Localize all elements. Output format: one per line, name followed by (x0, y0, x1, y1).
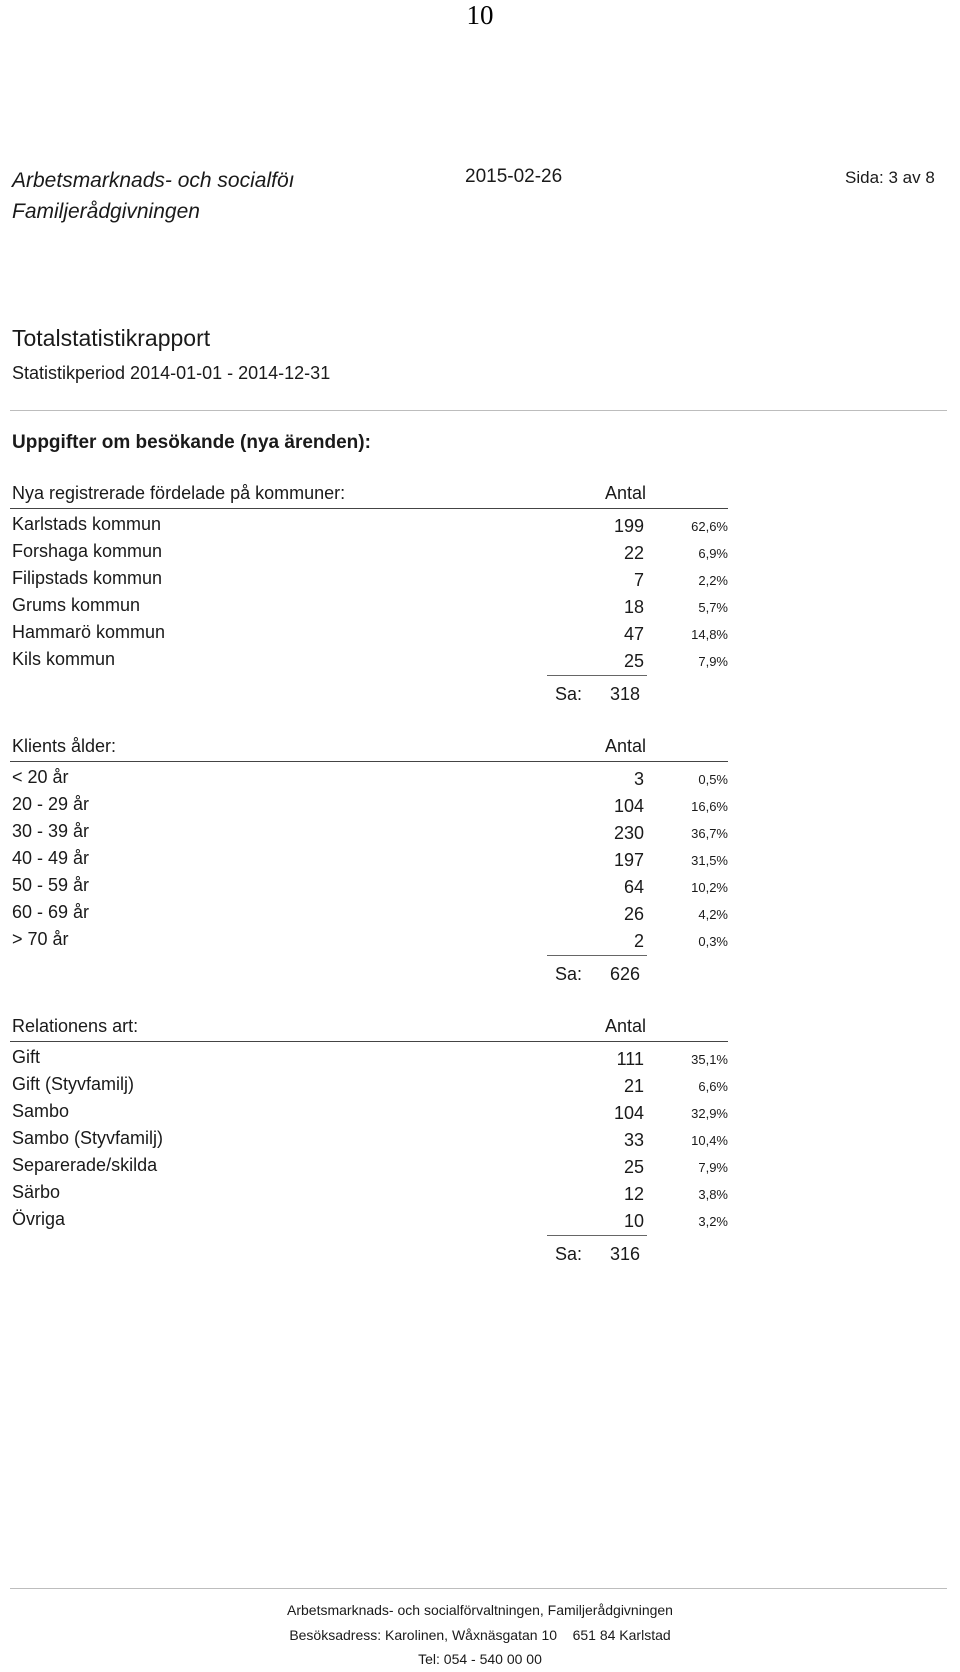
row-label: > 70 år (12, 929, 69, 949)
table-row (0, 1209, 960, 1236)
row-percent: 31,5% (691, 853, 728, 868)
sum-label: Sa: (555, 964, 583, 984)
footer-divider (10, 1588, 947, 1589)
table-row (0, 1101, 960, 1128)
row-value: 25 (623, 651, 644, 671)
sum-label: Sa: (555, 1244, 583, 1264)
table-row (0, 929, 960, 956)
sum-row (555, 684, 640, 705)
table-row (0, 595, 960, 622)
sum-value: 626 (609, 964, 640, 984)
page-info: Sida: 3 av 8 (845, 168, 935, 187)
row-value: 3 (633, 769, 644, 789)
row-percent: 3,2% (698, 1214, 728, 1229)
row-label: Sambo (Styvfamilj) (12, 1128, 164, 1148)
row-percent: 6,9% (698, 546, 728, 561)
row-percent: 16,6% (691, 799, 728, 814)
table-row (0, 875, 960, 902)
footer-phone: Tel: 054 - 540 00 00 (418, 1651, 542, 1667)
row-value: 104 (613, 1103, 644, 1123)
row-value: 21 (623, 1076, 644, 1096)
table-heading: Klients ålder: (12, 736, 117, 756)
row-value: 104 (613, 796, 644, 816)
row-value: 230 (613, 823, 644, 843)
row-value: 12 (623, 1184, 644, 1204)
table-row (0, 902, 960, 929)
org-line-2: Familjerådgivningen (12, 200, 200, 223)
sum-value: 316 (609, 1244, 640, 1264)
row-label: Hammarö kommun (12, 622, 166, 642)
row-percent: 4,2% (698, 907, 728, 922)
table-row (0, 1155, 960, 1182)
table-row (0, 1047, 960, 1074)
row-label: Sambo (12, 1101, 70, 1121)
table-row (0, 821, 960, 848)
row-label: Grums kommun (12, 595, 141, 615)
row-label: 50 - 59 år (12, 875, 90, 895)
row-label: Forshaga kommun (12, 541, 163, 561)
row-value: 33 (623, 1130, 644, 1150)
row-value: 7 (633, 570, 644, 590)
row-value: 47 (623, 624, 644, 644)
sum-row (555, 964, 640, 985)
row-percent: 2,2% (698, 573, 728, 588)
row-percent: 36,7% (691, 826, 728, 841)
row-label: Särbo (12, 1182, 61, 1202)
row-label: Gift (12, 1047, 41, 1067)
page-number: 10 (466, 0, 494, 30)
row-label: 40 - 49 år (12, 848, 90, 868)
row-label: 20 - 29 år (12, 794, 90, 814)
table-heading: Nya registrerade fördelade på kommuner: (12, 483, 346, 503)
row-percent: 10,2% (691, 880, 728, 895)
org-line-1: Arbetsmarknads- och socialföı (12, 169, 295, 192)
row-percent: 3,8% (698, 1187, 728, 1202)
sum-rule (547, 675, 647, 676)
sum-rule (547, 955, 647, 956)
table-heading: Relationens art: (12, 1016, 139, 1036)
footer-org: Arbetsmarknads- och socialförvaltningen, Familjerådgivningen (287, 1602, 673, 1618)
table-row (0, 541, 960, 568)
organization-name (12, 165, 294, 227)
row-label: Kils kommun (12, 649, 116, 669)
sum-row (555, 1244, 640, 1265)
header-rule (10, 1041, 728, 1042)
row-percent: 14,8% (691, 627, 728, 642)
row-percent: 7,9% (698, 654, 728, 669)
row-value: 2 (633, 931, 644, 951)
sum-label: Sa: (555, 684, 583, 704)
footer-postal: 651 84 Karlstad (572, 1627, 671, 1643)
sum-value: 318 (609, 684, 640, 704)
row-value: 26 (623, 904, 644, 924)
antal-header: Antal (605, 736, 647, 756)
row-label: Övriga (12, 1209, 66, 1229)
table-row (0, 1182, 960, 1209)
table-row (0, 848, 960, 875)
header-divider (10, 410, 947, 411)
table-row (0, 514, 960, 541)
footer-address: Besöksadress: Karolinen, Wåxnäsgatan 10 (289, 1627, 558, 1643)
row-value: 197 (613, 850, 644, 870)
row-percent: 32,9% (691, 1106, 728, 1121)
row-percent: 5,7% (698, 600, 728, 615)
row-value: 10 (623, 1211, 644, 1231)
report-date: 2015-02-26 (465, 166, 563, 187)
row-value: 25 (623, 1157, 644, 1177)
statistics-period: Statistikperiod 2014-01-01 - 2014-12-31 (12, 363, 331, 383)
row-label: Karlstads kommun (12, 514, 162, 534)
row-percent: 7,9% (698, 1160, 728, 1175)
table-row (0, 767, 960, 794)
header-rule (10, 761, 728, 762)
row-label: Filipstads kommun (12, 568, 163, 588)
table-row (0, 622, 960, 649)
row-label: 60 - 69 år (12, 902, 90, 922)
table-row (0, 649, 960, 676)
row-value: 199 (613, 516, 644, 536)
row-percent: 10,4% (691, 1133, 728, 1148)
table-row (0, 1074, 960, 1101)
footer-address-line (0, 1627, 960, 1643)
row-label: Gift (Styvfamilj) (12, 1074, 135, 1094)
table-row (0, 1128, 960, 1155)
table-row (0, 794, 960, 821)
antal-header: Antal (605, 483, 647, 503)
row-percent: 6,6% (698, 1079, 728, 1094)
row-percent: 35,1% (691, 1052, 728, 1067)
row-value: 111 (616, 1049, 644, 1069)
row-value: 22 (623, 543, 644, 563)
row-label: < 20 år (12, 767, 69, 787)
section-title: Uppgifter om besökande (nya ärenden): (12, 432, 371, 453)
row-percent: 0,5% (698, 772, 728, 787)
row-percent: 62,6% (691, 519, 728, 534)
row-label: Separerade/skilda (12, 1155, 158, 1175)
row-percent: 0,3% (698, 934, 728, 949)
row-label: 30 - 39 år (12, 821, 90, 841)
row-value: 64 (623, 877, 644, 897)
header-rule (10, 508, 728, 509)
antal-header: Antal (605, 1016, 647, 1036)
table-row (0, 568, 960, 595)
sum-rule (547, 1235, 647, 1236)
report-title: Totalstatistikrapport (12, 325, 211, 351)
row-value: 18 (623, 597, 644, 617)
